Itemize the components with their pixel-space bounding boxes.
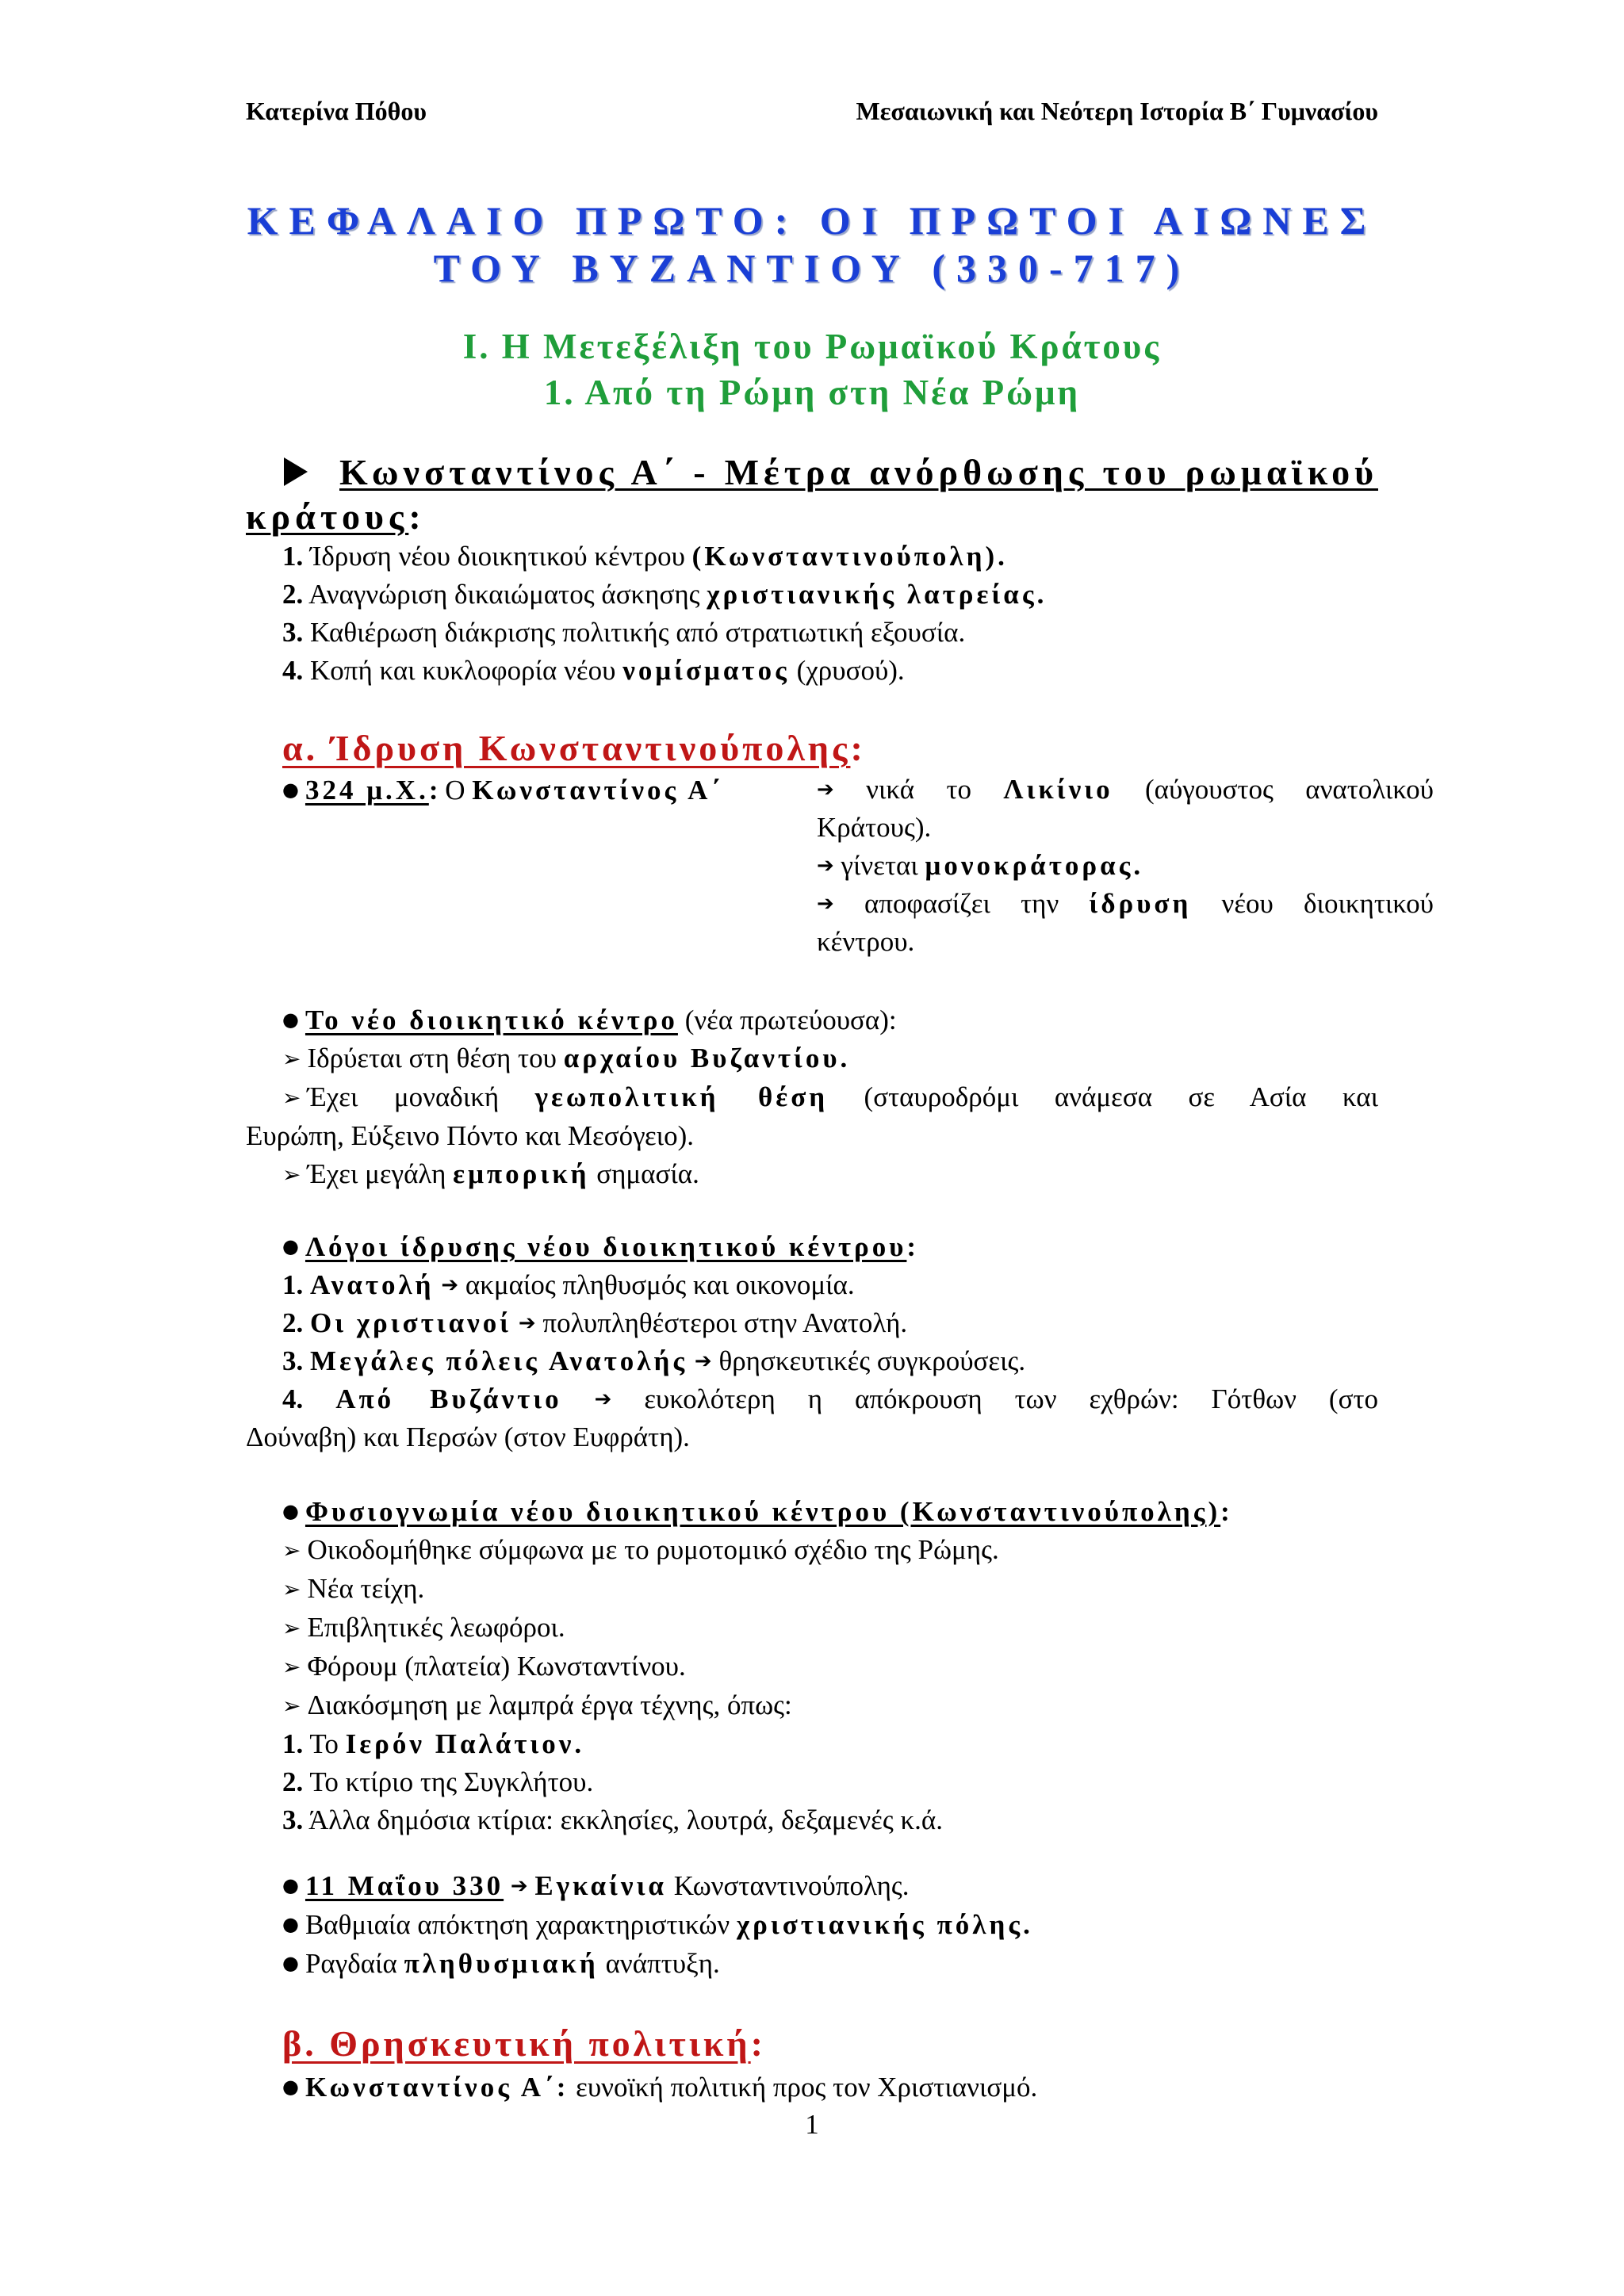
- bullet-icon: ●: [282, 779, 299, 801]
- chevron-right-icon: ➢: [282, 1693, 301, 1719]
- bullet-icon: ●: [282, 1008, 299, 1031]
- reasons-section: ● Λόγοι ίδρυσης νέου διοικητικού κέντρου: 1. Ανατολή ➔ ακμαίος πληθυσμός και οικονομία. 2. Οι χριστιανοί ➔ πολυπληθέστεροι στην Ανατολή. 3. Μεγάλες πόλεις Ανατολής ➔ θρησκευτικές συγκρούσεις. 4. Από Βυζάντιο ➔ ευκολότερη η απόκρουση των εχθρών: Γότθων (στο Δούναβη) και Περσών (στον Ευφράτη).: [246, 1227, 1378, 1456]
- list-item: 4. Από Βυζάντιο ➔ ευκολότερη η απόκρουση των εχθρών: Γότθων (στο: [282, 1383, 1379, 1414]
- measures-title-part2: κράτους: [246, 496, 409, 537]
- section-title: [238, 323, 1386, 415]
- bullet-icon: ●: [282, 1235, 299, 1257]
- chapter-title-line1: ΚΕΦΑΛΑΙΟ ΠΡΩΤΟ: ΟΙ ΠΡΩΤΟΙ ΑΙΩΝΕΣ: [247, 198, 1377, 243]
- bullet-icon: ●: [282, 1500, 299, 1522]
- list-item: ● Ραγδαία πληθυσμιακή ανάπτυξη.: [282, 1948, 720, 1979]
- list-item: ● Κωνσταντίνος Α΄: ευνοϊκή πολιτική προς τον Χριστιανισμό.: [282, 2072, 1038, 2103]
- chevron-right-icon: ➢: [282, 1654, 301, 1680]
- section-title-line2: 1. Από τη Ρώμη στη Νέα Ρώμη: [543, 373, 1081, 412]
- list-item: 2. Αναγνώριση δικαιώματος άσκησης χριστιανικής λατρείας.: [282, 579, 1048, 610]
- list-item: 1. Ίδρυση νέου διοικητικού κέντρου (Κωνσταντινούπολη).: [282, 541, 1008, 572]
- list-item: 1. Ανατολή ➔ ακμαίος πληθυσμός και οικονομία.: [282, 1269, 855, 1300]
- religious-heading: β. Θρησκευτική πολιτική:: [282, 2023, 766, 2064]
- physiognomy-title: ● Φυσιογνωμία νέου διοικητικού κέντρου (Κωνσταντινούπολης):: [282, 1496, 1230, 1527]
- founding-date-line: ● 324 μ.Χ.: Ο Κωνσταντίνος Α΄: [282, 775, 724, 806]
- founding-heading: α. Ίδρυση Κωνσταντινούπολης:: [282, 728, 866, 768]
- list-item: ➔ αποφασίζει την ίδρυση νέου διοικητικού: [817, 888, 1434, 919]
- list-item: 2. Το κτίριο της Συγκλήτου.: [282, 1766, 594, 1797]
- list-item: ➢ Φόρουμ (πλατεία) Κωνσταντίνου.: [282, 1651, 686, 1682]
- right-arrow-icon: ➔: [817, 892, 834, 916]
- chevron-right-icon: ➢: [282, 1615, 301, 1641]
- measures-title-part1: Κωνσταντίνος Α΄ - Μέτρα ανόρθωσης του ρωμαϊκού: [339, 452, 1378, 492]
- bullet-icon: ●: [282, 2076, 299, 2098]
- page-header: [246, 97, 1378, 126]
- right-arrow-icon: ➔: [594, 1387, 612, 1411]
- list-item: ➢ Έχει μοναδική γεωπολιτική θέση (σταυροδρόμι ανάμεσα σε Ασία και: [282, 1081, 1379, 1112]
- bullet-icon: ●: [282, 1952, 299, 1974]
- header-author: Κατερίνα Πόθου: [246, 97, 427, 125]
- list-item: 3. Καθιέρωση διάκρισης πολιτικής από στρατιωτική εξουσία.: [282, 617, 966, 648]
- list-item: 4. Κοπή και κυκλοφορία νέου νομίσματος (χρυσού).: [282, 655, 905, 686]
- measures-heading: Κωνσταντίνος Α΄ - Μέτρα ανόρθωσης του ρωμαϊκού κράτους:: [246, 452, 1378, 537]
- list-item: 2. Οι χριστιανοί ➔ πολυπληθέστεροι στην Ανατολή.: [282, 1307, 908, 1338]
- religious-section: [246, 2068, 1378, 2107]
- section-title-line1: Ι. Η Μετεξέλιξη του Ρωμαϊκού Κράτους: [462, 327, 1162, 366]
- right-arrow-icon: ➔: [441, 1273, 459, 1297]
- chevron-right-icon: ➢: [282, 1085, 301, 1111]
- list-item: 1. Το Ιερόν Παλάτιον.: [282, 1728, 585, 1759]
- right-arrow-icon: ➔: [817, 854, 834, 878]
- page-number: 1: [805, 2109, 819, 2140]
- list-item: 3. Άλλα δημόσια κτίρια: εκκλησίες, λουτρά, δεξαμενές κ.ά.: [282, 1804, 943, 1835]
- chevron-right-icon: ➢: [282, 1046, 301, 1072]
- chevron-right-icon: ➢: [282, 1537, 301, 1563]
- chevron-right-icon: ➢: [282, 1576, 301, 1602]
- header-course: Μεσαιωνική και Νεότερη Ιστορία Β΄ Γυμνασίου: [856, 97, 1378, 125]
- right-arrow-icon: ➔: [694, 1349, 712, 1373]
- right-arrow-icon: ➔: [518, 1311, 536, 1335]
- reasons-title: ● Λόγοι ίδρυσης νέου διοικητικού κέντρου:: [282, 1231, 917, 1262]
- list-item: ➢ Επιβλητικές λεωφόροι.: [282, 1612, 565, 1643]
- black-right-triangle-icon: [284, 457, 308, 486]
- list-item: ➢ Οικοδομήθηκε σύμφωνα με το ρυμοτομικό σχέδιο της Ρώμης.: [282, 1534, 999, 1565]
- chapter-title-line2: ΤΟΥ ΒΥΖΑΝΤΙΟΥ (330-717): [433, 246, 1191, 290]
- inauguration-section: [246, 1866, 1378, 1983]
- list-item: ➢ Διακόσμηση με λαμπρά έργα τέχνης, όπως:: [282, 1689, 792, 1720]
- right-arrow-icon: ➔: [817, 778, 834, 802]
- physiognomy-section: [246, 1492, 1378, 1839]
- list-item: ● Βαθμιαία απόκτηση χαρακτηριστικών χριστιανικής πόλης.: [282, 1909, 1033, 1940]
- right-arrow-icon: ➔: [510, 1874, 528, 1898]
- measures-list: [282, 538, 1378, 690]
- new-center-section: ● Το νέο διοικητικό κέντρο (νέα πρωτεύουσα): ➢ Ιδρύεται στη θέση του αρχαίου Βυζαντίου. ➢ Έχει μοναδική γεωπολιτική θέση (σταυροδρόμι ανάμεσα σε Ασία και Ευρώπη, Εύξεινο Πόντο και Μεσόγειο). ➢ Έχει μεγάλη εμπορική σημασία.: [246, 1001, 1378, 1194]
- bullet-icon: ●: [282, 1874, 299, 1896]
- list-item: ➢ Ιδρύεται στη θέση του αρχαίου Βυζαντίου.: [282, 1043, 851, 1073]
- list-item: 3. Μεγάλες πόλεις Ανατολής ➔ θρησκευτικές συγκρούσεις.: [282, 1345, 1026, 1376]
- list-item: ● Το νέο διοικητικό κέντρο (νέα πρωτεύουσα):: [282, 1004, 897, 1035]
- founding-results: ➔ νικά το Λικίνιο (αύγουστος ανατολικού Κράτους). ➔ γίνεται μονοκράτορας. ➔ αποφασίζει την ίδρυση νέου διοικητικού κέντρου.: [817, 771, 1434, 961]
- chapter-title: [238, 197, 1386, 292]
- bullet-icon: ●: [282, 1913, 299, 1935]
- list-item: ➢ Έχει μεγάλη εμπορική σημασία.: [282, 1158, 699, 1189]
- chevron-right-icon: ➢: [282, 1161, 301, 1188]
- list-item: ➔ νικά το Λικίνιο (αύγουστος ανατολικού: [817, 774, 1434, 805]
- list-item: ➔ γίνεται μονοκράτορας.: [817, 850, 1144, 881]
- list-item: ➢ Νέα τείχη.: [282, 1573, 425, 1604]
- list-item: ● 11 Μαΐου 330 ➔ Εγκαίνια Κωνσταντινούπολης.: [282, 1870, 910, 1901]
